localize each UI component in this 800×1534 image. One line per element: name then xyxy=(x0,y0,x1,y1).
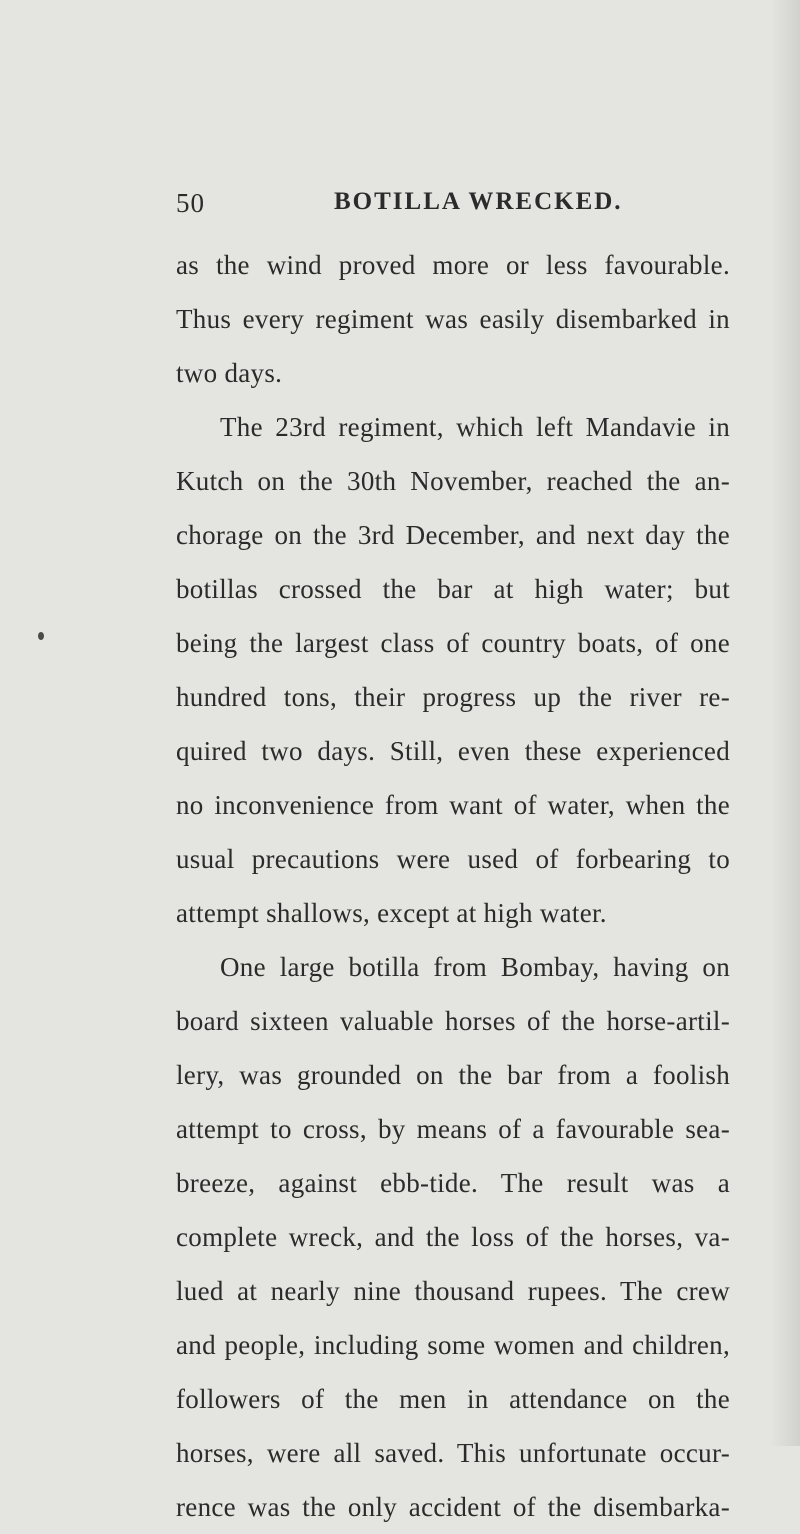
text-line: Kutch on the 30th November, reached the an- xyxy=(176,466,730,496)
text-line: Thus every regiment was easily disembarked in xyxy=(176,304,730,334)
text-line: and people, including some women and children, xyxy=(176,1330,730,1360)
text-line: lery, was grounded on the bar from a foolish xyxy=(176,1060,730,1090)
running-head: BOTILLA WRECKED. xyxy=(334,188,623,215)
body-text xyxy=(176,238,730,1534)
text-line: attempt to cross, by means of a favourable sea- xyxy=(176,1114,730,1144)
ink-speck xyxy=(38,632,44,640)
page-number: 50 xyxy=(176,188,205,218)
text-line: usual precautions were used of forbearing to xyxy=(176,844,730,874)
text-line: hundred tons, their progress up the river re- xyxy=(176,682,730,712)
text-line: no inconvenience from want of water, when the xyxy=(176,790,730,820)
text-line: breeze, against ebb-tide. The result was a xyxy=(176,1168,730,1198)
text-line: quired two days. Still, even these experienced xyxy=(176,736,730,766)
text-line: complete wreck, and the loss of the horses, va- xyxy=(176,1222,730,1252)
text-line: rence was the only accident of the disembarka- xyxy=(176,1492,730,1522)
text-line: being the largest class of country boats, of one xyxy=(176,628,730,658)
text-line: followers of the men in attendance on the xyxy=(176,1384,730,1414)
text-line: horses, were all saved. This unfortunate occur- xyxy=(176,1438,730,1468)
text-line: attempt shallows, except at high water. xyxy=(176,898,607,928)
page-header xyxy=(176,188,766,222)
page-edge-shadow xyxy=(770,0,800,1446)
text-line: The 23rd regiment, which left Mandavie in xyxy=(220,412,730,442)
text-line: as the wind proved more or less favourable. xyxy=(176,250,730,280)
text-line: board sixteen valuable horses of the horse-artil- xyxy=(176,1006,730,1036)
text-line: botillas crossed the bar at high water; but xyxy=(176,574,730,604)
text-line: chorage on the 3rd December, and next day the xyxy=(176,520,730,550)
text-line: lued at nearly nine thousand rupees. The crew xyxy=(176,1276,730,1306)
text-line: two days. xyxy=(176,358,283,388)
text-line: One large botilla from Bombay, having on xyxy=(220,952,730,982)
